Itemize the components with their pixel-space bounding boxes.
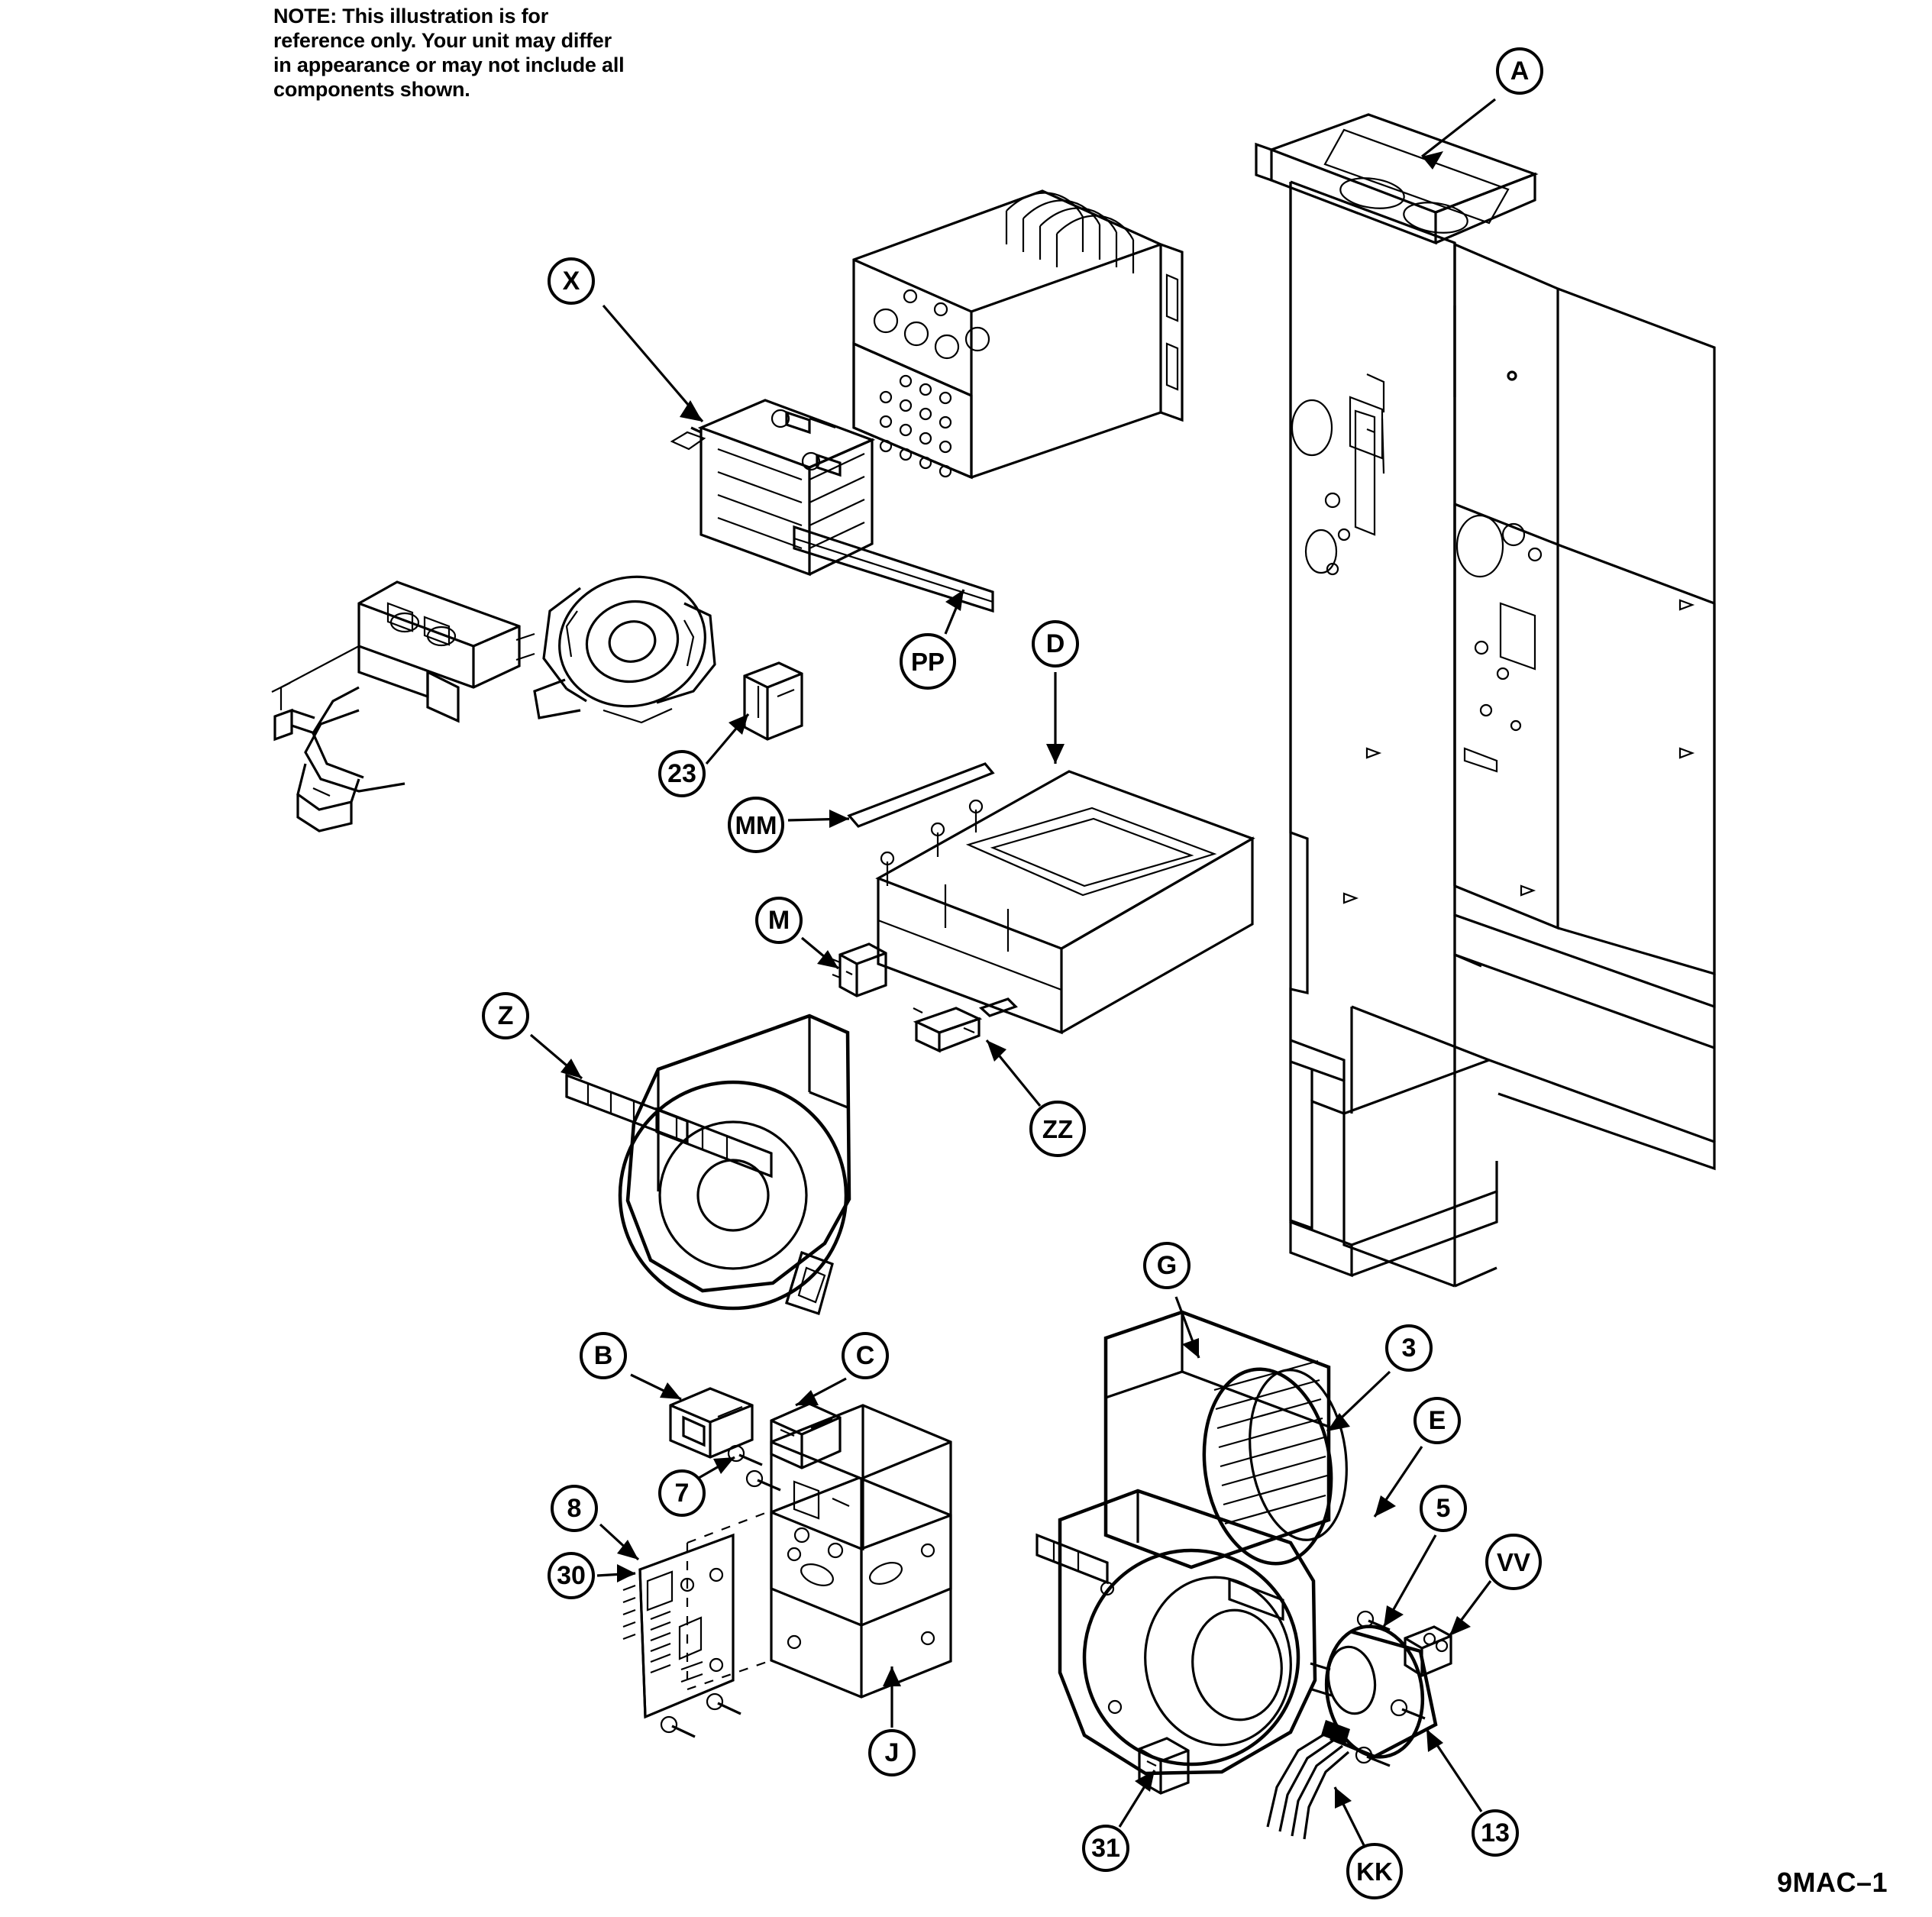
callout-label: E	[1428, 1406, 1446, 1435]
part-draft-inducer	[516, 561, 719, 723]
part-blower-housing-upper	[567, 1016, 849, 1314]
part-circuit-board	[623, 1535, 741, 1737]
callout-m[interactable]	[755, 897, 803, 944]
callout-label: M	[767, 906, 790, 935]
part-heat-exchanger	[854, 191, 1182, 477]
callout-c[interactable]	[842, 1332, 889, 1379]
part-gas-valve-manifold	[272, 582, 519, 831]
callout-label: C	[855, 1341, 875, 1370]
callout-label: D	[1045, 629, 1065, 658]
callout-label: 31	[1091, 1834, 1120, 1863]
callout-7[interactable]	[658, 1469, 706, 1517]
callout-mm[interactable]	[728, 797, 784, 853]
leader-lines	[531, 99, 1495, 1848]
callout-label: X	[562, 267, 580, 296]
callout-23[interactable]	[658, 750, 706, 797]
callout-e[interactable]	[1413, 1397, 1461, 1444]
callout-label: KK	[1356, 1857, 1393, 1886]
callout-label: 3	[1401, 1333, 1417, 1363]
callout-label: 7	[674, 1479, 690, 1508]
callout-zz[interactable]	[1029, 1101, 1086, 1157]
part-blower-deck	[849, 764, 1252, 1033]
part-transformer	[670, 1388, 752, 1457]
part-top-cover	[1256, 115, 1535, 243]
callout-5[interactable]	[1420, 1485, 1467, 1532]
callout-label: A	[1510, 57, 1530, 86]
callout-label: 30	[557, 1561, 586, 1590]
figure-code: 9MAC–1	[1776, 1867, 1888, 1898]
callout-g[interactable]	[1143, 1242, 1191, 1289]
reference-note: NOTE: This illustration is for reference only. Your unit may differ in appearance or may not include all components shown.	[273, 5, 625, 101]
callout-z[interactable]	[482, 992, 529, 1039]
callout-13[interactable]	[1472, 1809, 1519, 1857]
callout-label: G	[1156, 1251, 1178, 1280]
callout-kk[interactable]	[1346, 1843, 1403, 1899]
part-blower-housing-lower	[1037, 1491, 1315, 1793]
callout-b[interactable]	[580, 1332, 627, 1379]
callout-label: 5	[1436, 1494, 1451, 1523]
callout-label: MM	[735, 810, 777, 839]
callout-label: J	[884, 1738, 900, 1767]
callout-label: PP	[910, 647, 945, 676]
part-limit-switch	[832, 944, 886, 996]
callout-a[interactable]	[1496, 47, 1543, 95]
callout-label: 8	[567, 1494, 582, 1523]
part-burner-assembly	[672, 400, 993, 611]
part-blower-motor	[1268, 1612, 1451, 1839]
callout-vv[interactable]	[1485, 1534, 1542, 1590]
part-cabinet	[1291, 182, 1714, 1286]
callout-8[interactable]	[551, 1485, 598, 1532]
callout-30[interactable]	[548, 1552, 595, 1599]
callout-3[interactable]	[1385, 1324, 1433, 1372]
callout-j[interactable]	[868, 1729, 916, 1776]
callout-label: ZZ	[1042, 1114, 1074, 1143]
callout-x[interactable]	[548, 257, 595, 305]
callout-d[interactable]	[1032, 620, 1079, 668]
part-inducer-bracket	[745, 663, 802, 739]
part-relay-block	[771, 1404, 840, 1468]
part-control-box	[687, 1405, 951, 1697]
callout-label: 23	[667, 759, 696, 788]
part-blower-wheel	[1106, 1312, 1357, 1572]
callout-label: B	[593, 1341, 613, 1370]
callout-pp[interactable]	[900, 633, 956, 690]
callout-31[interactable]	[1082, 1825, 1129, 1872]
callout-label: Z	[497, 1001, 514, 1030]
part-screws-7	[729, 1446, 780, 1490]
part-small-bracket	[913, 999, 1016, 1051]
callout-label: VV	[1496, 1547, 1531, 1576]
callout-label: 13	[1481, 1818, 1510, 1847]
